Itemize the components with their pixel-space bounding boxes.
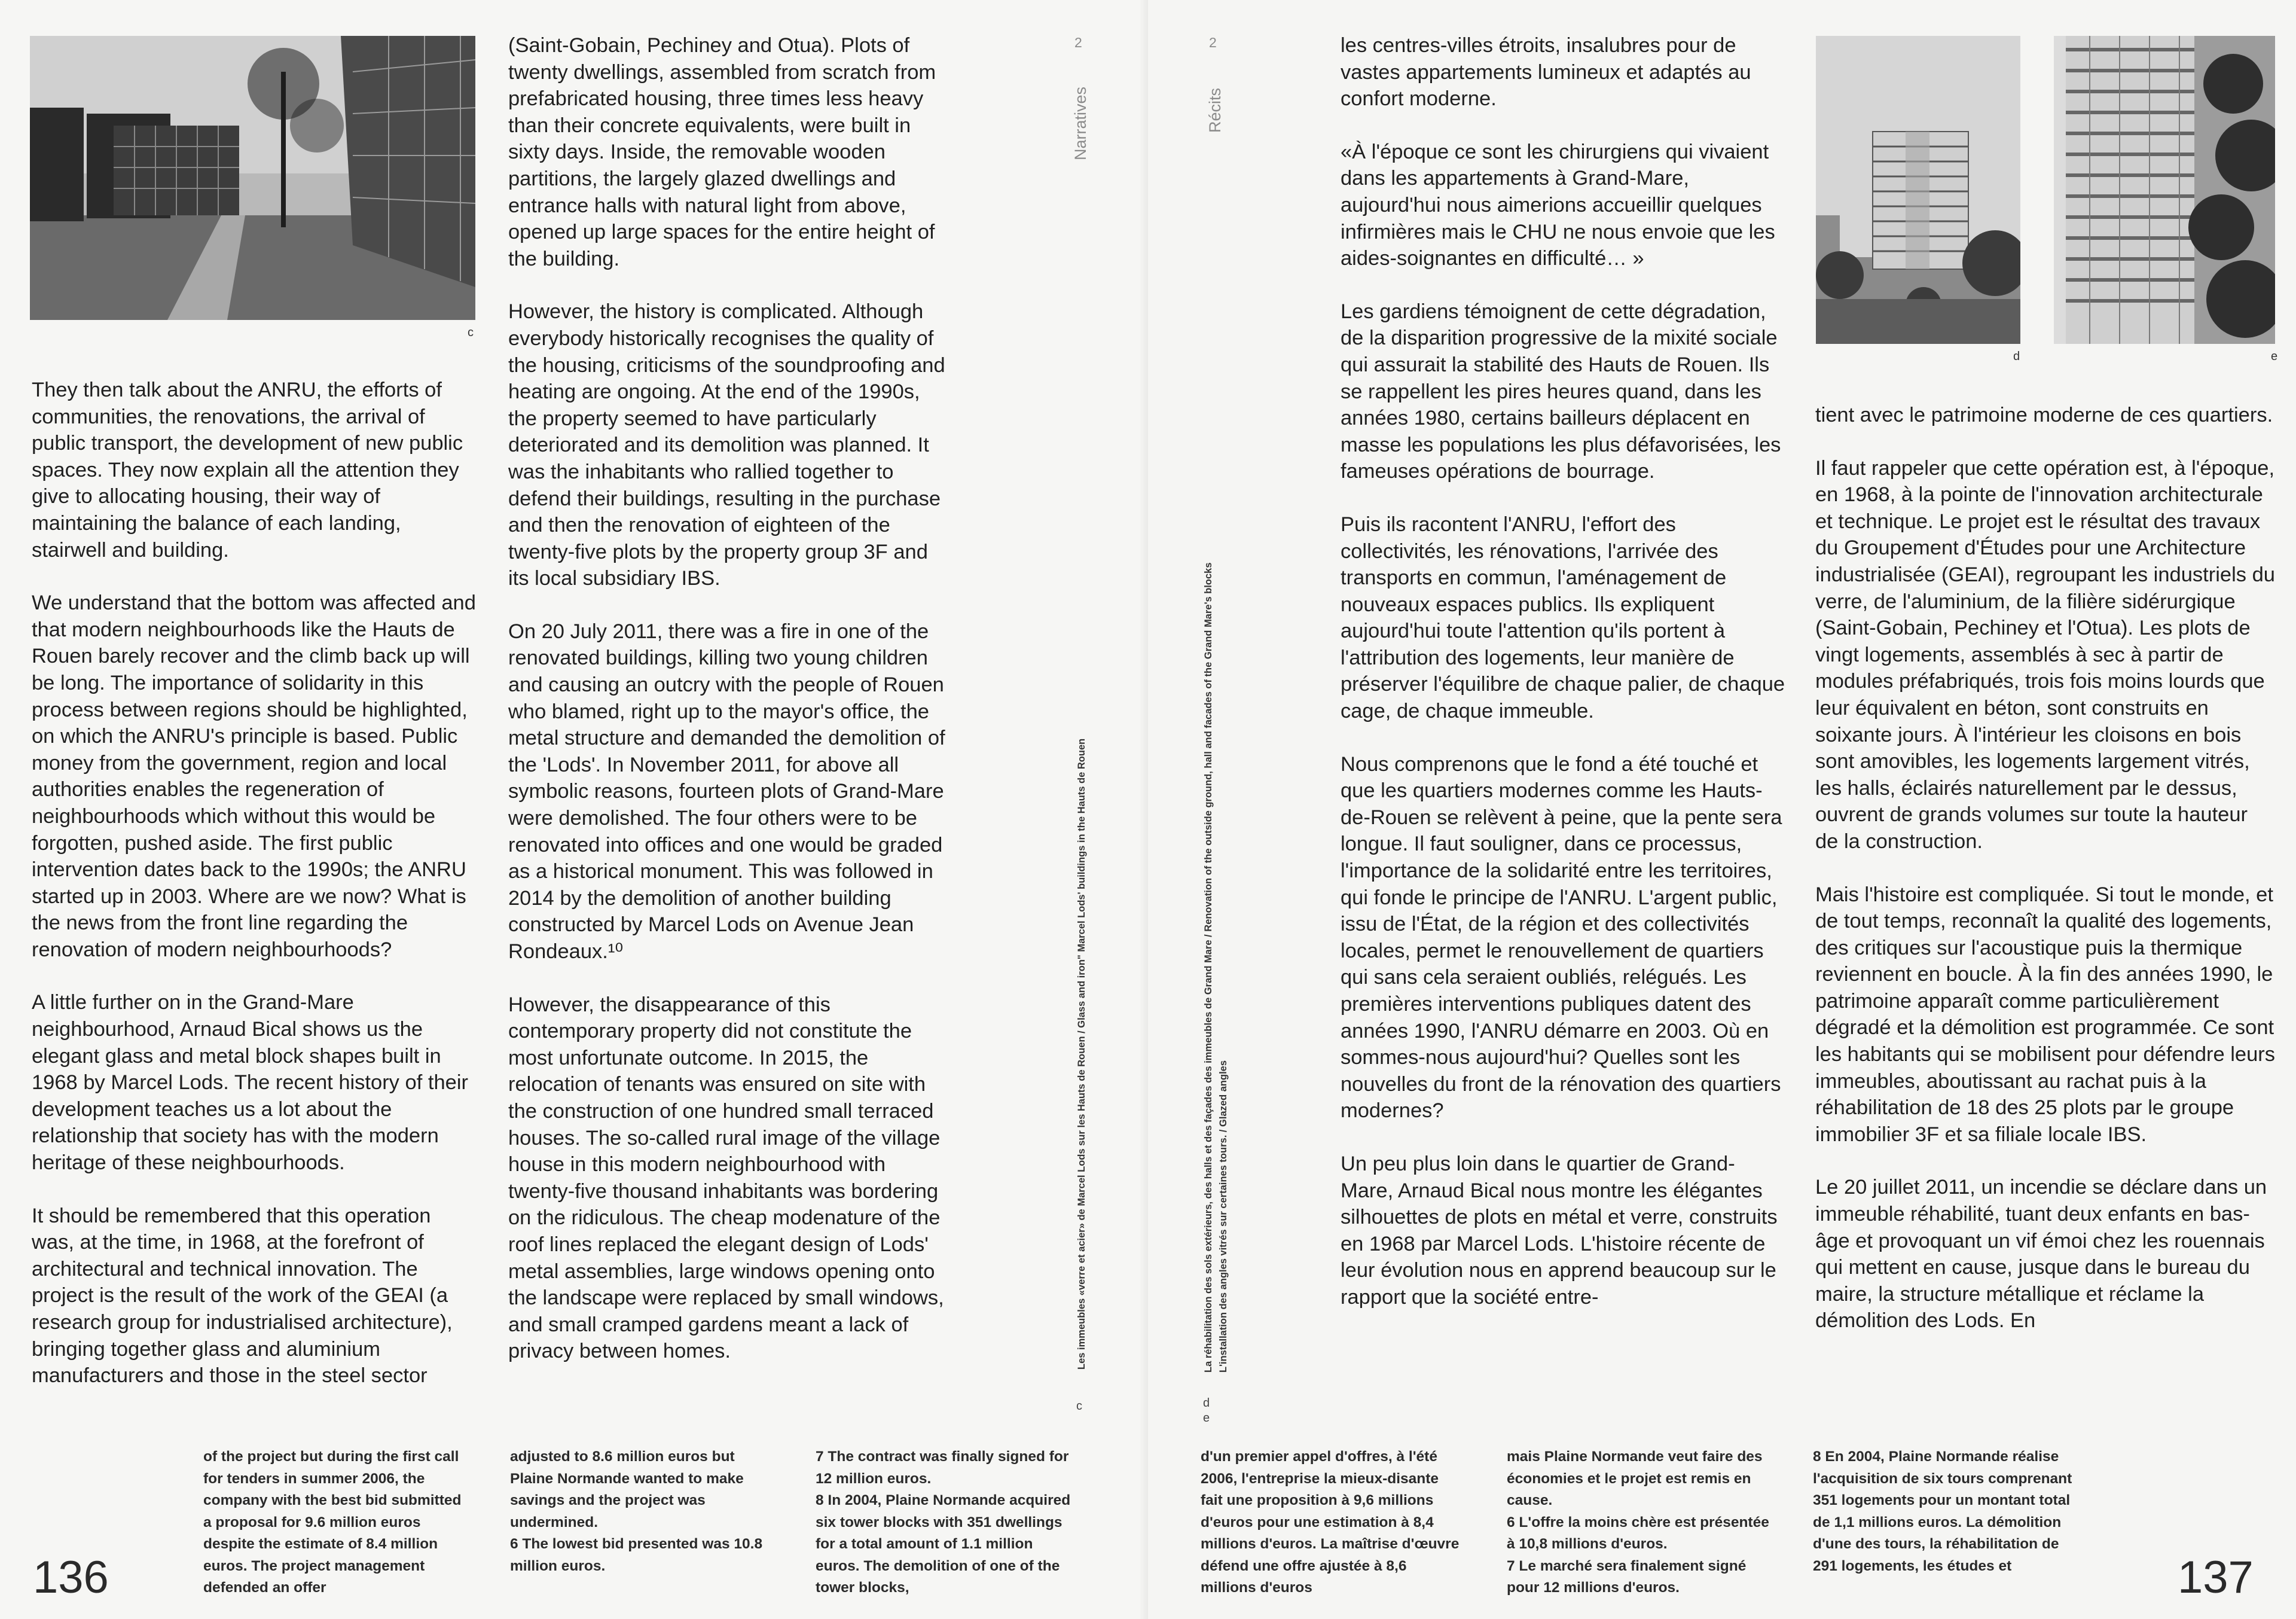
footnote-text: d'un premier appel d'offres, à l'été 2006, l'entreprise la mieux-disante fait une proposition à 9,6 millions d'euros pour une estimation à 8,4 millions d'euros. La maîtrise d'œuvre défend une offre ajustée à 8,6 millions d'euros bbox=[1201, 1449, 1460, 1596]
photo-glass-iron-buildings bbox=[30, 36, 475, 320]
photo-glazed-angles-tower bbox=[2054, 36, 2275, 344]
right-column-1 bbox=[1341, 32, 1786, 1337]
side-section-heading: Narratives bbox=[1071, 86, 1089, 160]
paragraph: les centres-villes étroits, insalubres pour de vastes appartements lumineux et adaptés au confort moderne. bbox=[1341, 34, 1751, 111]
paragraph: We understand that the bottom was affected and that modern neighbourhoods like the Hauts de Rouen barely recover and the climb back up will be long. The importance of solidarity in this process between regions should be highlighted, on which the ANRU's principle is based. Public money from the government, region and local authorities enables the regeneration of neighbourhoods which without this would be forgotten, pushed aside. The first public intervention dates back to the 1990s; the ANRU started up in 2003. Where are we now? What is the news from the front line regarding the renovation of modern neighbourhoods? bbox=[32, 592, 476, 961]
paragraph: It should be remembered that this operation was, at the time, in 1968, at the forefront of architectural and technical innovation. The project is the result of the work of the GEAI (a research group for industrialised architecture), bringing together glass and aluminium manufacturers and those in the steel sector bbox=[32, 1204, 453, 1388]
side-caption-letter: e bbox=[1203, 1411, 1210, 1425]
left-footnote-1 bbox=[203, 1446, 472, 1599]
paragraph: On 20 July 2011, there was a fire in one of the renovated buildings, killing two young children and causing an outcry with the people of Rouen who blamed, right up to the mayor's office, the metal structure and demanded the demolition of the 'Lods'. In November 2011, for above all symbolic reasons, fourteen plots of Grand-Mare were demolished. The four others were to be renovated into offices and one would be graded as a historical monument. This was followed in 2014 by the demolition of another building constructed by Marcel Lods on Avenue Jean Rondeaux.¹⁰ bbox=[508, 620, 945, 963]
page-number-right: 137 bbox=[2178, 1552, 2254, 1603]
paragraph: They then talk about the ANRU, the efforts of communities, the renovations, the arrival of public transport, the development of new public spaces. They now explain all the attention they give to allocating housing, their way of maintaining the balance of each landing, stairwell and building. bbox=[32, 379, 463, 562]
paragraph: Nous comprenons que le fond a été touché et que les quartiers modernes comme les Hauts-de-Rouen se relèvent à peine, que la pente sera longue. Il faut souligner, dans ce processus, l'importance de la solidarité entre les territoires, qui fonde le principe de l'ANRU. L'argent public, issu de l'État, de la région et des collectivités locales, permet le renouvellement de quartiers qui sans cela seraient oubliés, relégués. Les premières interventions publiques datent des années 1990, l'ANRU démarre en 2003. Où en sommes-nous aujourd'hui? Quelles sont les nouvelles du front de la rénovation des quartiers modernes? bbox=[1341, 752, 1782, 1123]
side-section-number: 2 bbox=[1209, 35, 1217, 50]
left-footnote-2 bbox=[510, 1446, 773, 1577]
caption-text: La réhabilitation des sols extérieurs, des halls et des façades des immeubles de Grand Mare / Renovation of the outside ground, hall and facades of the Grand Mare's blocks bbox=[1203, 562, 1214, 1373]
side-caption-letter: c bbox=[1076, 1400, 1082, 1413]
photo-d-label: d bbox=[2013, 350, 2020, 363]
photo-grand-mare-towers bbox=[1816, 36, 2020, 344]
footnote-text: 6 The lowest bid presented was 10.8 million euros. bbox=[510, 1536, 763, 1574]
footnote-text: 8 In 2004, Plaine Normande acquired six tower blocks with 351 dwellings for a total amount of 1.1 million euros. The demolition of one of the tower blocks, bbox=[816, 1492, 1071, 1596]
paragraph: However, the disappearance of this contemporary property did not constitute the most unfortunate outcome. In 2015, the relocation of tenants was ensured on site with the construction of one hundred small terraced houses. The so-called rural image of the village house in this modern neighbourhood with twenty-five thousand inhabitants was bordering on the ridiculous. The cheap modenature of the roof lines replaced the elegant design of Lods' metal assemblies, large windows opening onto the landscape were replaced by small windows, and small cramped gardens meant a lack of privacy between homes. bbox=[508, 993, 944, 1363]
photo-c-label: c bbox=[468, 326, 474, 339]
paragraph: Le 20 juillet 2011, un incendie se déclare dans un immeuble réhabilité, tuant deux enfants en bas-âge et provoquant un vif émoi chez les rouennais qui mettent en cause, jusque dans le bureau du maire, la structure métallique et réclame la démolition des Lods. En bbox=[1815, 1176, 2267, 1333]
paragraph: Un peu plus loin dans le quartier de Grand-Mare, Arnaud Bical nous montre les élégantes silhouettes de plots en métal et verre, construits en 1968 par Marcel Lods. L'histoire récente de leur évolution nous en apprend beaucoup sur le rapport que la société entre- bbox=[1341, 1152, 1778, 1309]
right-column-2 bbox=[1815, 402, 2276, 1361]
paragraph: Mais l'histoire est compliquée. Si tout le monde, et de tout temps, reconnaît la qualité des logements, des critiques sur l'acoustique puis la thermique reviennent en boucle. À la fin des années 1990, le patrimoine apparaît comme particulièrement dégradé et la démolition est programmée. Ce sont les habitants qui se mobilisent pour défendre leurs immeubles, aboutissant au rachat puis à la réhabilitation de 18 des 25 plots par le groupe immobilier 3F et sa filiale locale IBS. bbox=[1815, 883, 2276, 1146]
paragraph: However, the history is complicated. Although everybody historically recognises the quality of the housing, criticisms of the soundproofing and heating are ongoing. At the end of the 1990s, the property seemed to have particularly deteriorated and its demolition was planned. It was the inhabitants who rallied together to defend their buildings, resulting in the purchase and then the renovation of eighteen of the twenty-five plots by the property group 3F and its local subsidiary IBS. bbox=[508, 300, 945, 590]
side-caption-letter: d bbox=[1203, 1397, 1210, 1410]
footnote-text: of the project but during the first call for tenders in summer 2006, the company with the best bid submitted a proposal for 9.6 million euros despite the estimate of 8.4 million euros. The project management defended an offer bbox=[203, 1449, 462, 1596]
paragraph: Il faut rappeler que cette opération est, à l'époque, en 1968, à la pointe de l'innovation architecturale et technique. Le projet est le résultat des travaux du Groupement d'Études pour une Architecture industrialisée (GEAI), regroupant les industriels du verre, de l'aluminium, de la filière sidérurgique (Saint-Gobain, Pechiney et l'Otua). Les plots de vingt logements, assemblés à sec à partir de modules préfabriqués, trois fois moins lourds que leur équivalent en béton, sont construits en soixante jours. À l'intérieur les cloisons en bois sont amovibles, les logements largement vitrés, les halls, éclairés naturellement par le dessus, ouvrent de grands volumes sur toute la hauteur de la construction. bbox=[1815, 456, 2275, 853]
right-footnote-2 bbox=[1507, 1446, 1770, 1599]
page-number-left: 136 bbox=[33, 1552, 109, 1603]
paragraph: A little further on in the Grand-Mare neighbourhood, Arnaud Bical shows us the elegant glass and metal block shapes built in 1968 by Marcel Lods. The recent history of their development teaches us a lot about the relationship that society has with the modern heritage of these neighbourhoods. bbox=[32, 991, 468, 1175]
paragraph: (Saint-Gobain, Pechiney and Otua). Plots of twenty dwellings, assembled from scratch from prefabricated housing, three times less heavy than their concrete equivalents, were built in sixty days. Inside, the removable wooden partitions, the largely glazed dwellings and entrance halls with natural light from above, opened up large spaces for the entire height of the building. bbox=[508, 34, 936, 270]
right-footnote-3 bbox=[1813, 1446, 2076, 1577]
footnote-text: mais Plaine Normande veut faire des économies et le projet est remis en cause. bbox=[1507, 1449, 1763, 1508]
side-photo-caption bbox=[1203, 562, 1233, 1373]
paragraph: Les gardiens témoignent de cette dégradation, de la disparition progressive de la mixité sociale qui assurait la stabilité des Hauts de Rouen. Ils se rappellent les pires heures quand, dans les années 1980, certains bailleurs déplacent en masse les populations les plus défavorisées, les fameuses opérations de bourrage. bbox=[1341, 300, 1781, 483]
left-column-1 bbox=[32, 377, 477, 1416]
side-photo-caption bbox=[1076, 739, 1091, 1370]
footnote-text: 7 Le marché sera finalement signé pour 12 millions d'euros. bbox=[1507, 1557, 1747, 1596]
side-section-heading: Récits bbox=[1206, 87, 1224, 133]
paragraph: «À l'époque ce sont les chirurgiens qui vivaient dans les appartements à Grand-Mare, aujourd'hui nous aimerions accueillir quelques infirmières mais le CHU ne nous envoie que les aides-soignantes en difficulté… » bbox=[1341, 140, 1775, 270]
footnote-text: adjusted to 8.6 million euros but Plaine Normande wanted to make savings and the project was undermined. bbox=[510, 1449, 744, 1530]
right-page bbox=[1148, 0, 2296, 1619]
left-column-2 bbox=[508, 32, 951, 1391]
photo-e-label: e bbox=[2271, 350, 2278, 363]
caption-text: Les immeubles «verre et acier» de Marcel Lods sur les Hauts de Rouen / Glass and iron" Marcel Lods' buildings in the Hauts de Rouen bbox=[1076, 738, 1087, 1370]
footnote-text: 6 L'offre la moins chère est présentée à 10,8 millions d'euros. bbox=[1507, 1514, 1769, 1552]
right-footnote-1 bbox=[1201, 1446, 1464, 1599]
footnote-text: 8 En 2004, Plaine Normande réalise l'acquisition de six tours comprenant 351 logements pour un montant total de 1,1 millions euros. La démolition d'une des tours, la réhabilitation de 291 logements, les études et bbox=[1813, 1449, 2072, 1574]
caption-text: L'installation des angles vitrés sur certaines tours. / Glazed angles bbox=[1218, 1060, 1229, 1373]
side-section-number: 2 bbox=[1074, 35, 1082, 50]
paragraph: Puis ils racontent l'ANRU, l'effort des collectivités, les rénovations, l'arrivée des transports en commun, l'aménagement de nouveaux espaces publics. Ils expliquent aujourd'hui toute l'attention qu'ils portent à l'attribution des logements, leur manière de préserver l'équilibre de chaque palier, de chaque cage, de chaque immeuble. bbox=[1341, 513, 1785, 723]
footnote-text: 7 The contract was finally signed for 12 million euros. bbox=[816, 1449, 1069, 1487]
left-footnote-3 bbox=[816, 1446, 1079, 1599]
paragraph: tient avec le patrimoine moderne de ces quartiers. bbox=[1815, 404, 2273, 426]
